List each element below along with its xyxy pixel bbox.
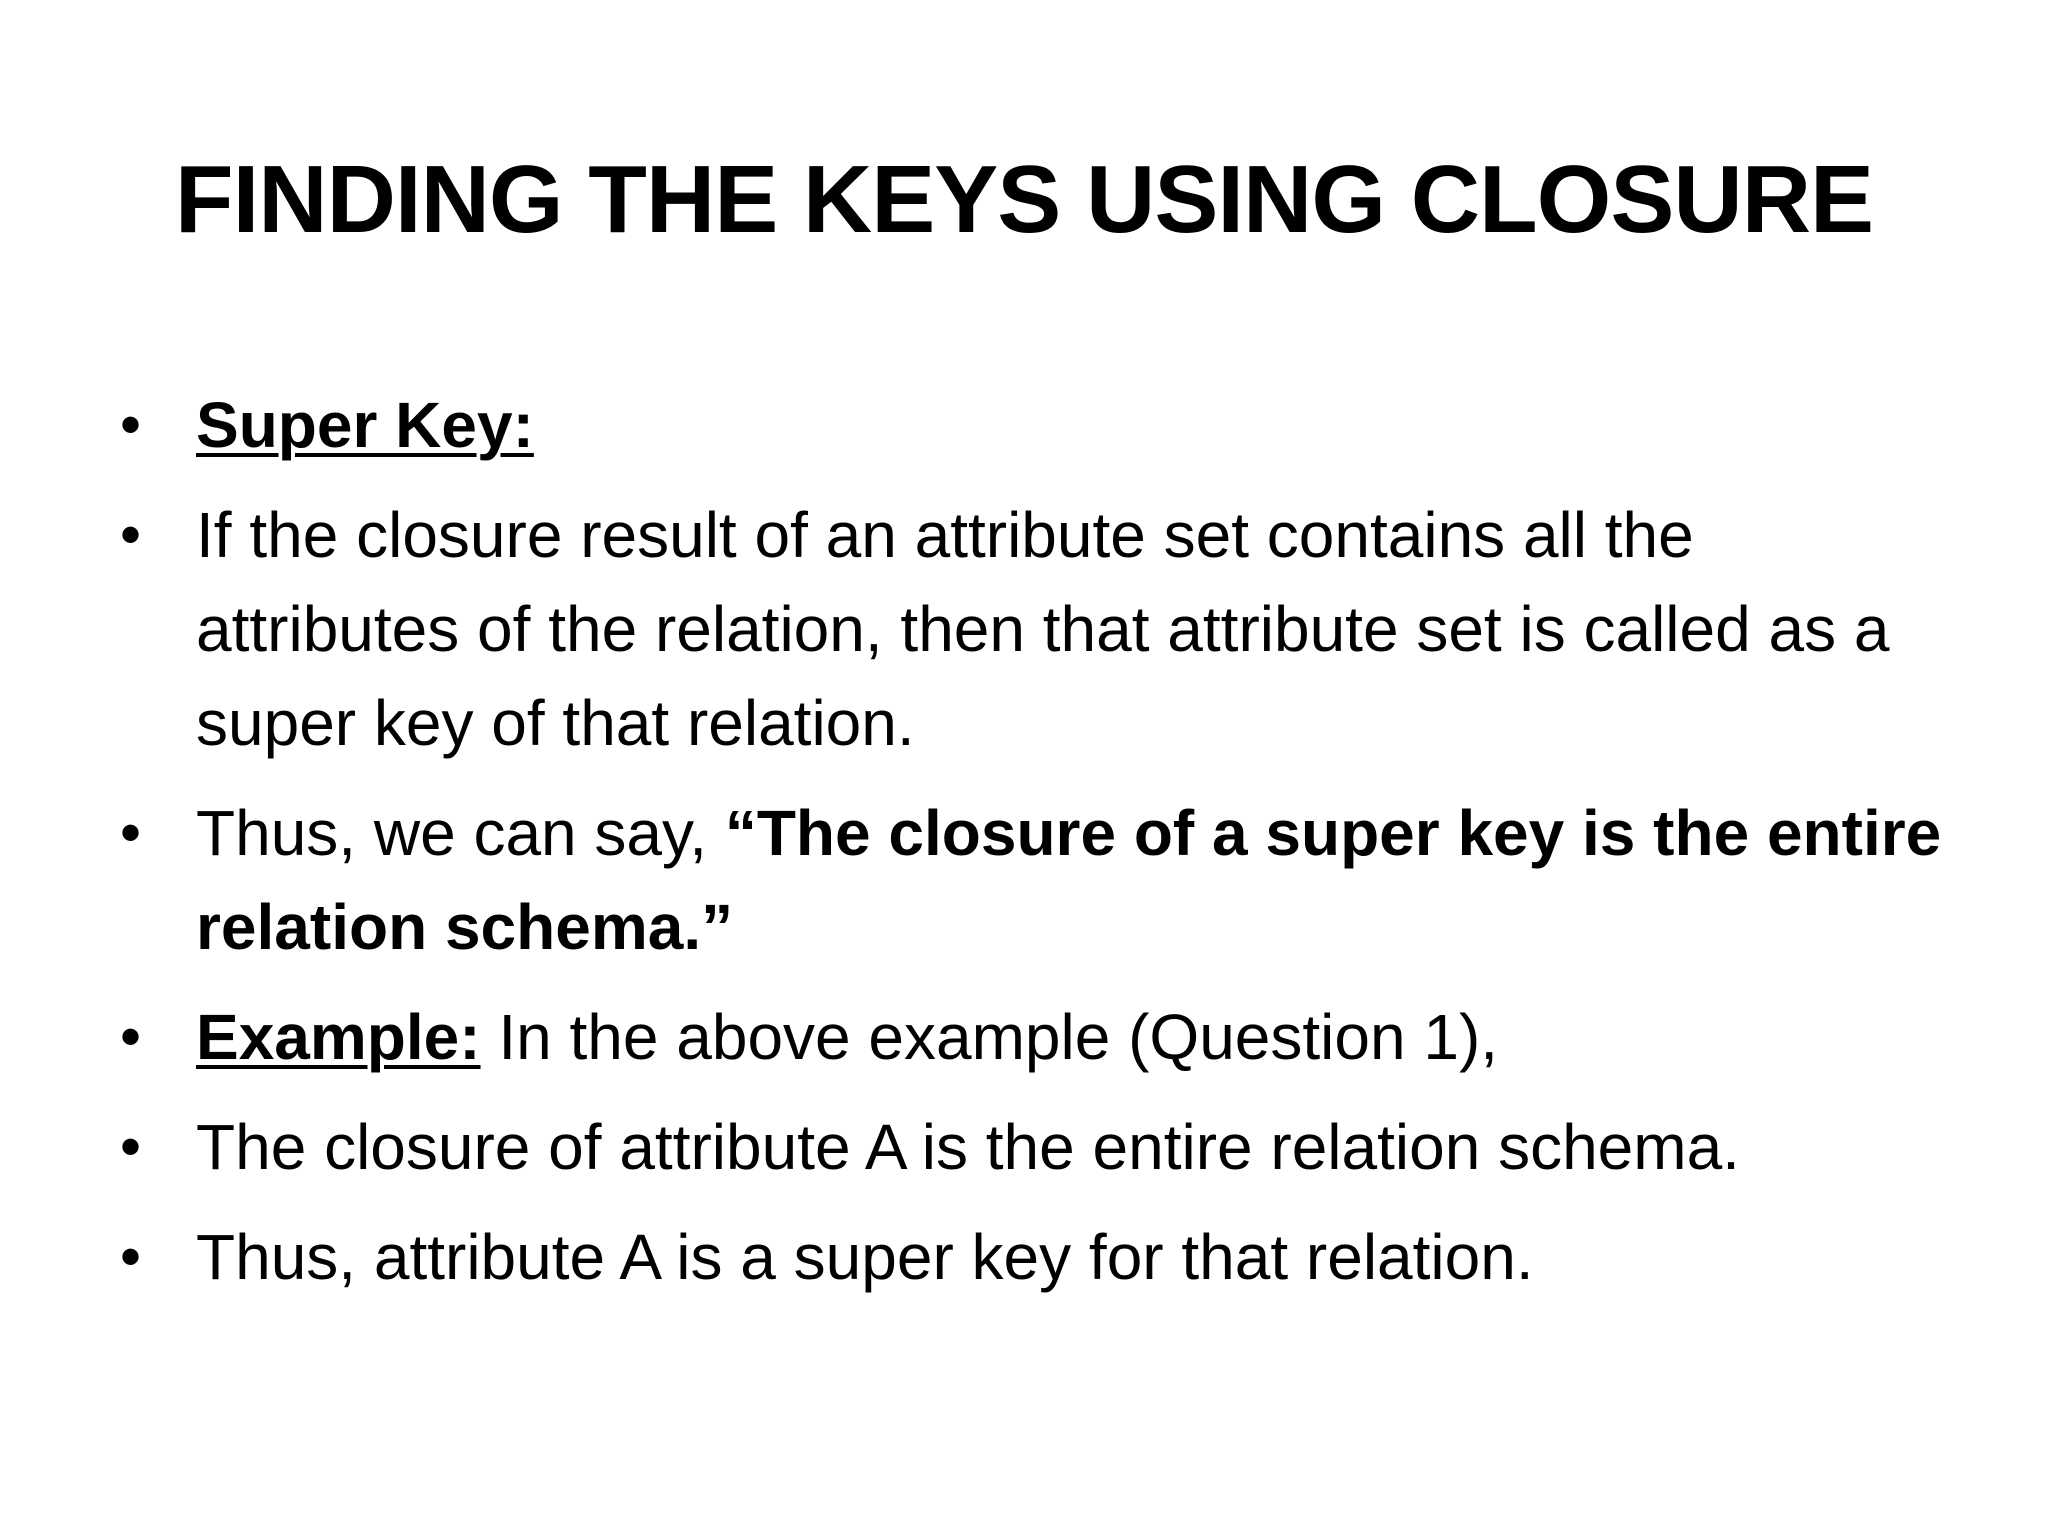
closure-a-text: The closure of attribute A is the entire relation schema. [196,1111,1740,1183]
bullet-conclusion [120,786,1960,974]
example-heading: Example: [196,1001,481,1073]
conclusion-lead: Thus, we can say, [196,797,725,869]
example-text: In the above example (Question 1), [480,1001,1499,1073]
super-key-a-text: Thus, attribute A is a super key for that relation. [196,1221,1534,1293]
definition-text: If the closure result of an attribute set contains all the attributes of the relation, then that attribute set is called as a super key of that relation. [196,499,1890,759]
bullet-list [120,378,1960,1320]
conclusion-emphasis: “The closure of a super key is the entire relation schema.” [196,797,1942,963]
bullet-super-key-a [120,1210,1960,1304]
super-key-heading: Super Key: [196,389,534,461]
bullet-closure-a [120,1100,1960,1194]
bullet-definition [120,488,1960,770]
bullet-example [120,990,1960,1084]
slide-title: FINDING THE KEYS USING CLOSURE [174,146,1874,253]
bullet-super-key [120,378,1960,472]
